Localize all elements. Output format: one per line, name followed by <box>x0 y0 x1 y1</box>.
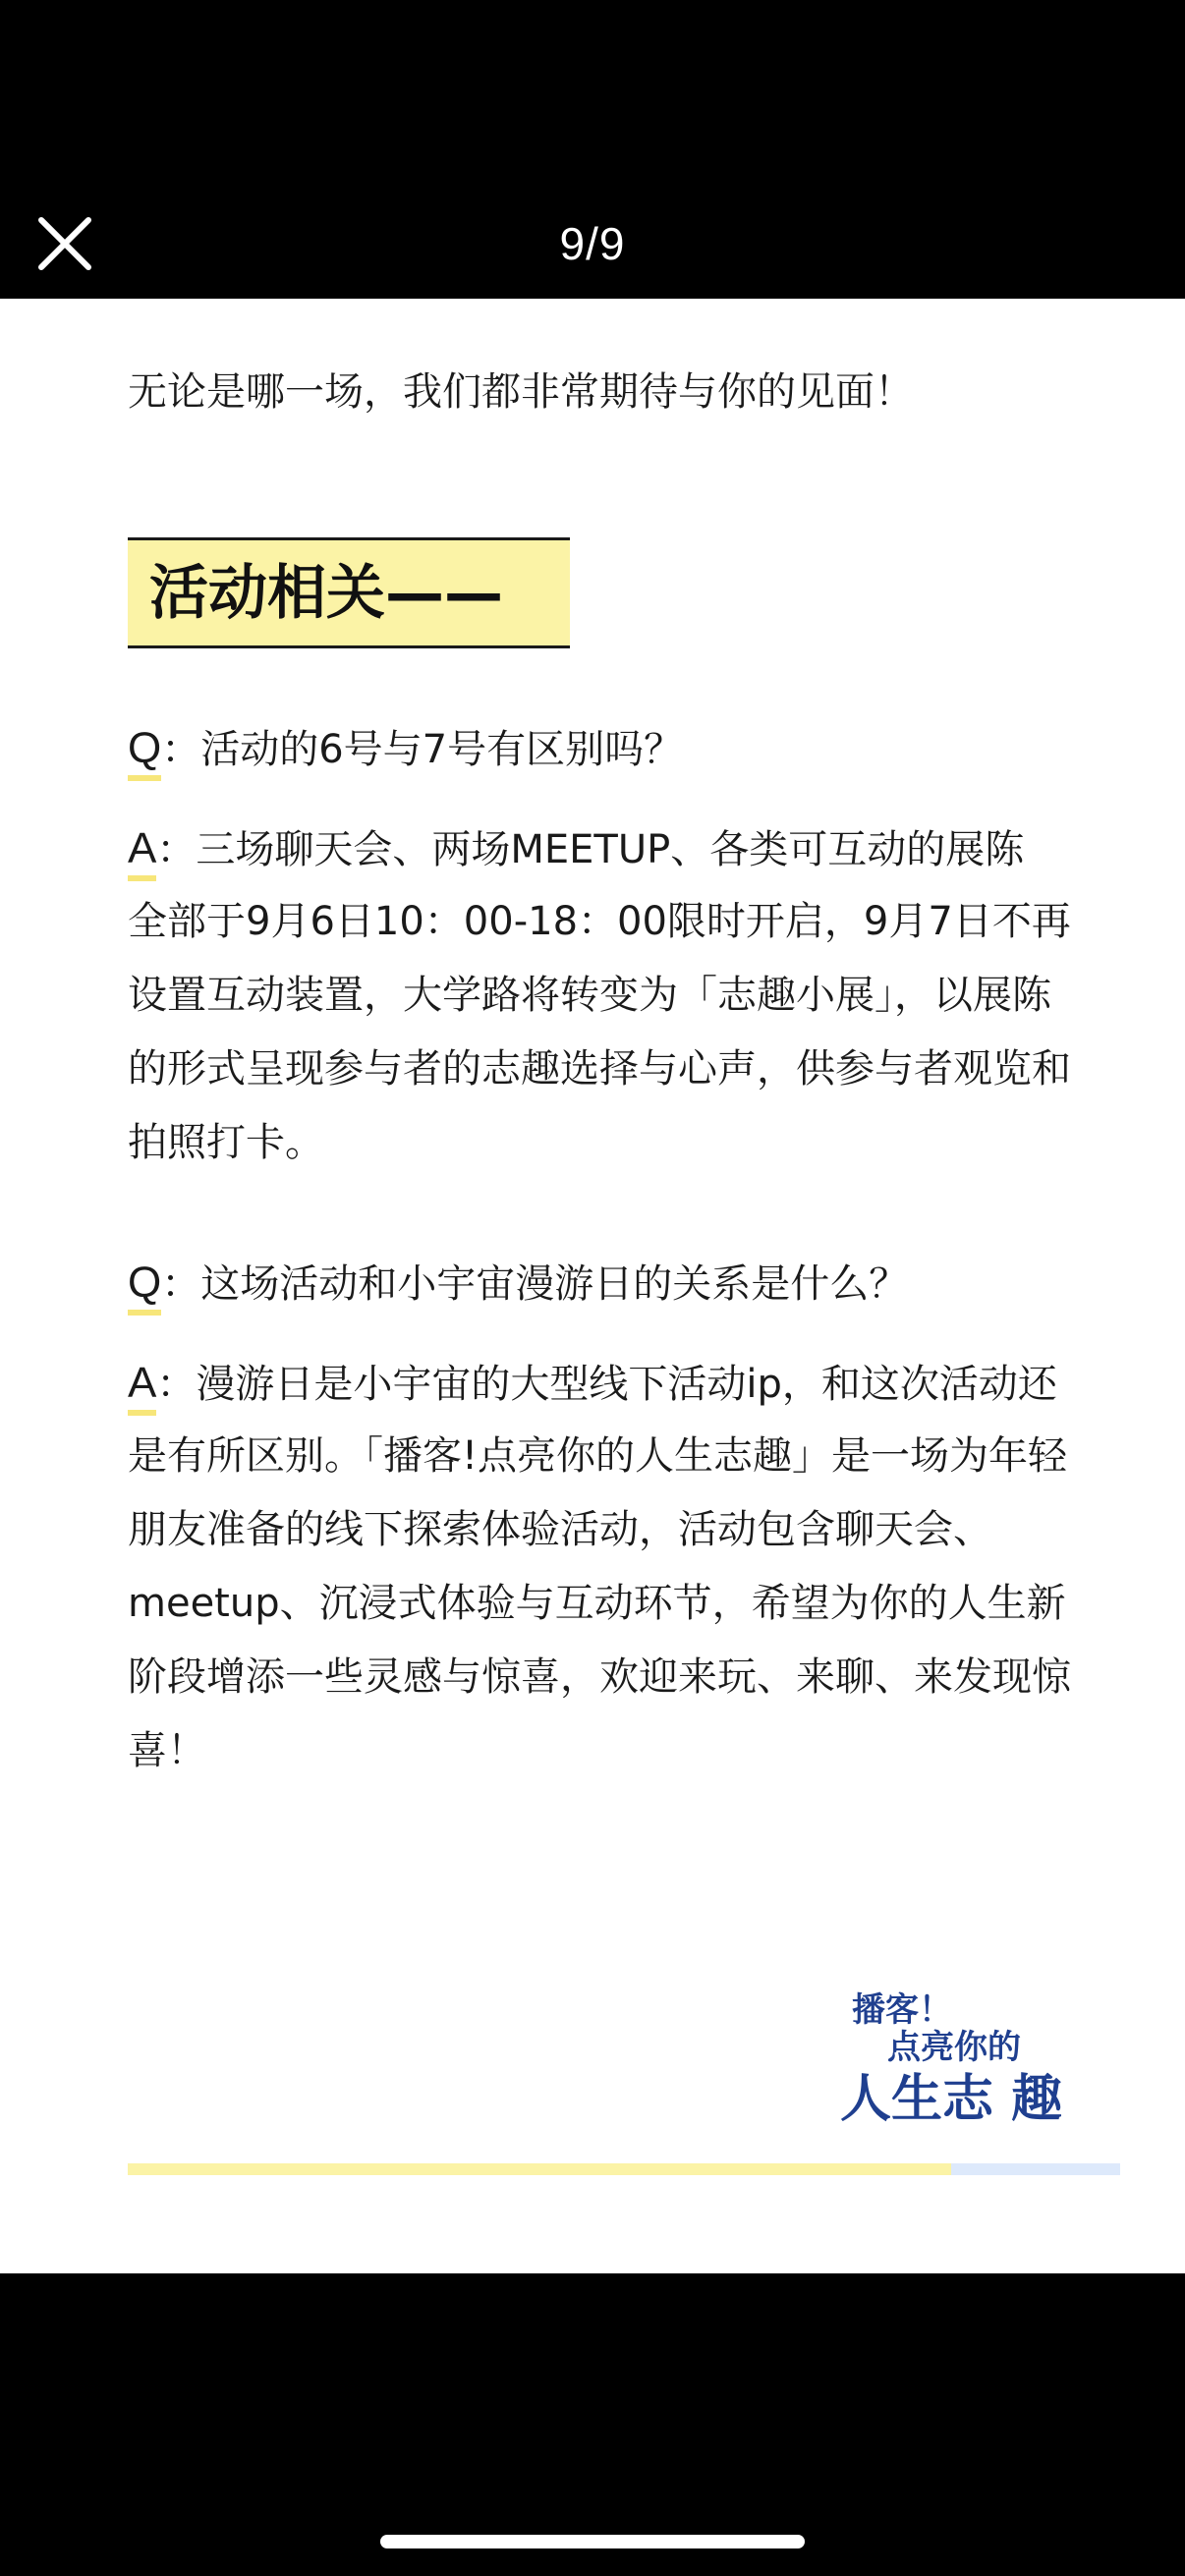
answer-line: 设置互动装置，大学路将转变为「志趣小展」，以展陈 <box>128 973 1051 1018</box>
image-page[interactable] <box>0 299 1185 2273</box>
logo-line-1: 播客！ <box>852 1990 952 2030</box>
question-line <box>128 1246 1120 1319</box>
answer-line: 阶段增添一些灵感与惊喜，欢迎来玩、来聊、来发现惊 <box>128 1654 1071 1700</box>
question-line <box>128 711 1120 785</box>
answer-line <box>128 1346 1120 1420</box>
section-heading-text: 活动相关—— <box>149 559 503 628</box>
answer-line: 拍照打卡。 <box>128 1120 324 1165</box>
viewer-top-bar <box>0 0 1185 299</box>
question-text: ：这场活动和小宇宙漫游日的关系是什么？ <box>161 1261 909 1307</box>
answer-line: meetup、沉浸式体验与互动环节，希望为你的人生新 <box>128 1581 1066 1626</box>
answer-line: 的形式呈现参与者的志趣选择与心声，供参与者观览和 <box>128 1046 1071 1092</box>
progress-bar <box>128 2163 1120 2175</box>
answer-line: 是有所区别。「播客!点亮你的人生志趣」是一场为年轻 <box>128 1433 1068 1479</box>
section-heading <box>128 537 570 648</box>
question-marker: Q <box>128 711 161 785</box>
qa-item <box>128 1246 1120 1788</box>
question-text: ：活动的6号与7号有区别吗？ <box>161 727 684 772</box>
progress-fill <box>128 2163 951 2175</box>
answer-text: ：漫游日是小宇宙的大型线下活动ip，和这次活动还 <box>156 1362 1057 1407</box>
answer-line: 朋友准备的线下探索体验活动，活动包含聊天会、 <box>128 1507 992 1552</box>
logo-line-3: 人生志 趣 <box>840 2070 1063 2129</box>
qa-item <box>128 711 1120 1180</box>
answer-marker: A <box>128 1346 156 1420</box>
answer-line <box>128 812 1120 885</box>
home-indicator[interactable] <box>380 2535 805 2548</box>
answer-text: ：三场聊天会、两场MEETUP、各类可互动的展陈 <box>156 827 1025 872</box>
answer-marker: A <box>128 812 156 885</box>
answer-line: 喜！ <box>128 1728 206 1773</box>
answer-line: 全部于9月6日10：00-18：00限时开启，9月7日不再 <box>128 899 1071 944</box>
logo-line-2: 点亮你的 <box>887 2028 1021 2067</box>
intro-text: 无论是哪一场，我们都非常期待与你的见面！ <box>128 369 914 415</box>
question-marker: Q <box>128 1246 161 1319</box>
page-counter: 9/9 <box>559 218 626 269</box>
event-logo <box>840 1988 1125 2156</box>
